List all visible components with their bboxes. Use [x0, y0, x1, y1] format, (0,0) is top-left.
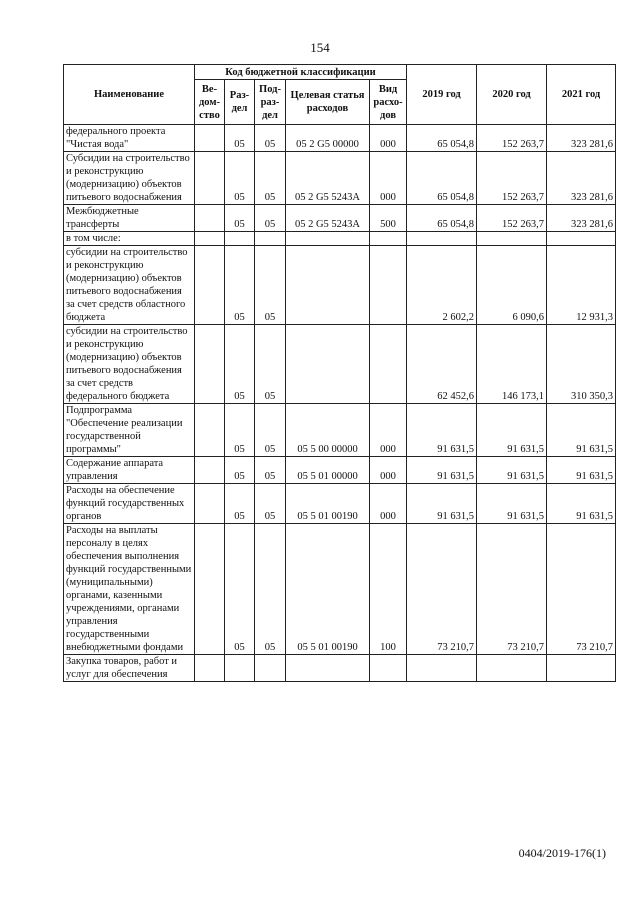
- row-2021: 323 281,6: [547, 205, 616, 232]
- row-ved: [195, 125, 225, 152]
- header-vedomstvo: Ве-дом-ство: [195, 80, 225, 125]
- row-2020: 91 631,5: [477, 457, 547, 484]
- row-name: Закупка товаров, работ и услуг для обеспечения: [64, 655, 195, 682]
- row-2021: 323 281,6: [547, 125, 616, 152]
- row-ved: [195, 246, 225, 325]
- row-expense-type: [370, 232, 407, 246]
- row-name: субсидии на строительство и реконструкцию (модернизацию) объектов питьевого водоснабжения за счет средств областного бюджета: [64, 246, 195, 325]
- row-name: субсидии на строительство и реконструкцию (модернизацию) объектов питьевого водоснабжения за счет средств федерального бюджета: [64, 325, 195, 404]
- table-row: [64, 655, 616, 682]
- row-podrazdel: 05: [255, 457, 286, 484]
- row-target-article: 05 2 G5 5243A: [286, 205, 370, 232]
- row-razdel: 05: [225, 457, 255, 484]
- table-row: [64, 524, 616, 655]
- row-ved: [195, 232, 225, 246]
- table-row: [64, 404, 616, 457]
- row-ved: [195, 325, 225, 404]
- row-2019: 62 452,6: [407, 325, 477, 404]
- row-ved: [195, 484, 225, 524]
- table-row: [64, 484, 616, 524]
- row-razdel: 05: [225, 404, 255, 457]
- row-razdel: 05: [225, 325, 255, 404]
- row-target-article: [286, 325, 370, 404]
- row-razdel: 05: [225, 484, 255, 524]
- row-2020: 73 210,7: [477, 524, 547, 655]
- row-2020: [477, 655, 547, 682]
- row-target-article: 05 5 00 00000: [286, 404, 370, 457]
- row-target-article: 05 5 01 00190: [286, 484, 370, 524]
- row-expense-type: 000: [370, 125, 407, 152]
- row-podrazdel: 05: [255, 125, 286, 152]
- row-ved: [195, 655, 225, 682]
- table-row: [64, 232, 616, 246]
- row-podrazdel: 05: [255, 484, 286, 524]
- row-2021: [547, 655, 616, 682]
- row-podrazdel: 05: [255, 524, 286, 655]
- header-budget-code: Код бюджетной классификации: [195, 65, 407, 80]
- header-razdel: Раз-дел: [225, 80, 255, 125]
- row-razdel: 05: [225, 524, 255, 655]
- row-2019: 65 054,8: [407, 205, 477, 232]
- header-expense-type: Вид расхо-дов: [370, 80, 407, 125]
- row-expense-type: 500: [370, 205, 407, 232]
- table-row: [64, 152, 616, 205]
- row-2020: 152 263,7: [477, 125, 547, 152]
- row-2021: 91 631,5: [547, 457, 616, 484]
- row-podrazdel: [255, 232, 286, 246]
- header-2020: 2020 год: [477, 65, 547, 125]
- row-2020: [477, 232, 547, 246]
- row-2021: [547, 232, 616, 246]
- row-podrazdel: 05: [255, 152, 286, 205]
- row-2019: 73 210,7: [407, 524, 477, 655]
- row-razdel: 05: [225, 152, 255, 205]
- table-row: [64, 125, 616, 152]
- row-2019: [407, 232, 477, 246]
- header-podrazdel: Под-раз-дел: [255, 80, 286, 125]
- row-2020: 91 631,5: [477, 484, 547, 524]
- table-row: [64, 457, 616, 484]
- row-2020: 146 173,1: [477, 325, 547, 404]
- row-2019: 91 631,5: [407, 484, 477, 524]
- row-2020: 6 090,6: [477, 246, 547, 325]
- row-target-article: 05 2 G5 5243A: [286, 152, 370, 205]
- header-name: Наименование: [64, 65, 195, 125]
- row-ved: [195, 524, 225, 655]
- page-number: 154: [310, 40, 330, 55]
- row-target-article: 05 5 01 00000: [286, 457, 370, 484]
- row-expense-type: [370, 655, 407, 682]
- row-target-article: [286, 246, 370, 325]
- row-target-article: [286, 232, 370, 246]
- row-razdel: 05: [225, 205, 255, 232]
- row-name: федерального проекта "Чистая вода": [64, 125, 195, 152]
- row-2021: 91 631,5: [547, 404, 616, 457]
- row-ved: [195, 152, 225, 205]
- row-target-article: [286, 655, 370, 682]
- row-razdel: [225, 232, 255, 246]
- row-ved: [195, 457, 225, 484]
- row-expense-type: [370, 325, 407, 404]
- row-2019: 91 631,5: [407, 404, 477, 457]
- row-name: Расходы на выплаты персоналу в целях обеспечения выполнения функций государственными (муниципальными) органами, казенными учреждениями, органами управления государственными внебюджетными фондами: [64, 524, 195, 655]
- row-razdel: 05: [225, 125, 255, 152]
- row-ved: [195, 404, 225, 457]
- row-razdel: 05: [225, 246, 255, 325]
- row-2019: 65 054,8: [407, 125, 477, 152]
- row-2020: 152 263,7: [477, 152, 547, 205]
- row-razdel: [225, 655, 255, 682]
- row-target-article: 05 5 01 00190: [286, 524, 370, 655]
- row-podrazdel: 05: [255, 404, 286, 457]
- row-2020: 91 631,5: [477, 404, 547, 457]
- header-2021: 2021 год: [547, 65, 616, 125]
- row-2019: 91 631,5: [407, 457, 477, 484]
- row-expense-type: [370, 246, 407, 325]
- row-ved: [195, 205, 225, 232]
- table-row: [64, 246, 616, 325]
- row-expense-type: 000: [370, 404, 407, 457]
- row-expense-type: 100: [370, 524, 407, 655]
- row-name: Межбюджетные трансферты: [64, 205, 195, 232]
- row-2021: 12 931,3: [547, 246, 616, 325]
- table-row: [64, 325, 616, 404]
- row-2021: 91 631,5: [547, 484, 616, 524]
- row-2021: 310 350,3: [547, 325, 616, 404]
- row-name: Подпрограмма "Обеспечение реализации государственной программы": [64, 404, 195, 457]
- row-podrazdel: [255, 655, 286, 682]
- row-name: в том числе:: [64, 232, 195, 246]
- row-2019: 65 054,8: [407, 152, 477, 205]
- document-code: 0404/2019-176(1): [518, 846, 606, 860]
- row-2021: 73 210,7: [547, 524, 616, 655]
- row-podrazdel: 05: [255, 205, 286, 232]
- row-2019: 2 602,2: [407, 246, 477, 325]
- row-podrazdel: 05: [255, 246, 286, 325]
- row-2020: 152 263,7: [477, 205, 547, 232]
- row-expense-type: 000: [370, 152, 407, 205]
- row-2021: 323 281,6: [547, 152, 616, 205]
- row-target-article: 05 2 G5 00000: [286, 125, 370, 152]
- header-target-article: Целевая статья расходов: [286, 80, 370, 125]
- row-expense-type: 000: [370, 457, 407, 484]
- row-expense-type: 000: [370, 484, 407, 524]
- row-name: Содержание аппарата управления: [64, 457, 195, 484]
- row-name: Субсидии на строительство и реконструкцию (модернизацию) объектов питьевого водоснабжения: [64, 152, 195, 205]
- table-row: [64, 205, 616, 232]
- row-2019: [407, 655, 477, 682]
- header-2019: 2019 год: [407, 65, 477, 125]
- row-podrazdel: 05: [255, 325, 286, 404]
- row-name: Расходы на обеспечение функций государственных органов: [64, 484, 195, 524]
- budget-table: [63, 64, 616, 682]
